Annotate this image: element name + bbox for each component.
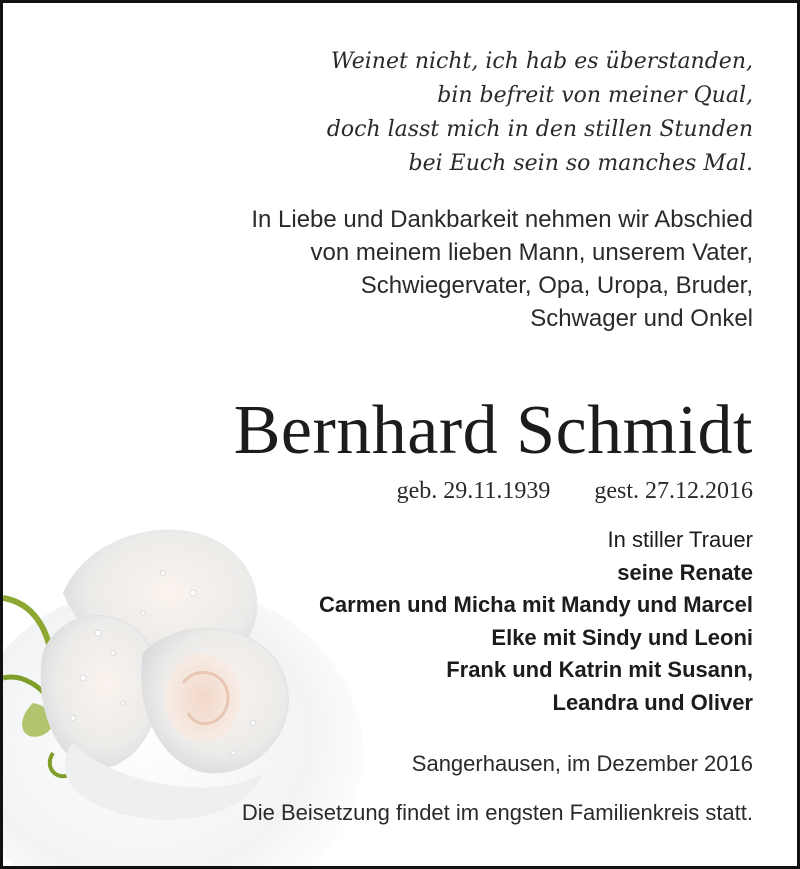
birth-date: geb. 29.11.1939 [396, 478, 551, 504]
deceased-name: Bernhard Schmidt [233, 392, 753, 469]
intro-line: von meinem lieben Mann, unserem Vater, [310, 239, 753, 266]
poem-line: bei Euch sein so manches Mal. [408, 151, 753, 176]
poem-line: bin befreit von meiner Qual, [437, 83, 753, 108]
mourner-line: Leandra und Oliver [552, 689, 753, 715]
place-date: Sangerhausen, im Dezember 2016 [411, 751, 753, 776]
mourner-line: Carmen und Micha mit Mandy und Marcel [319, 592, 753, 617]
mourner-line: seine Renate [617, 559, 753, 585]
poem [327, 45, 753, 181]
mourner-line: Elke mit Sindy und Leoni [491, 624, 753, 650]
poem-line: Weinet nicht, ich hab es überstanden, [330, 49, 753, 74]
poem-line: doch lasst mich in den stillen Stunden [326, 117, 753, 142]
farewell-intro [251, 203, 753, 335]
mourners-list [319, 524, 753, 719]
life-dates [397, 475, 753, 507]
intro-line: In Liebe und Dankbarkeit nehmen wir Abschied [251, 206, 753, 233]
death-date: gest. 27.12.2016 [594, 478, 753, 504]
mourner-line: Frank und Katrin mit Susann, [446, 657, 753, 682]
intro-line: Schwager und Onkel [530, 305, 753, 332]
funeral-note: Die Beisetzung findet im engsten Familienkreis statt. [241, 800, 753, 825]
mourners-heading: In stiller Trauer [607, 527, 753, 552]
intro-line: Schwiegervater, Opa, Uropa, Bruder, [360, 272, 753, 299]
